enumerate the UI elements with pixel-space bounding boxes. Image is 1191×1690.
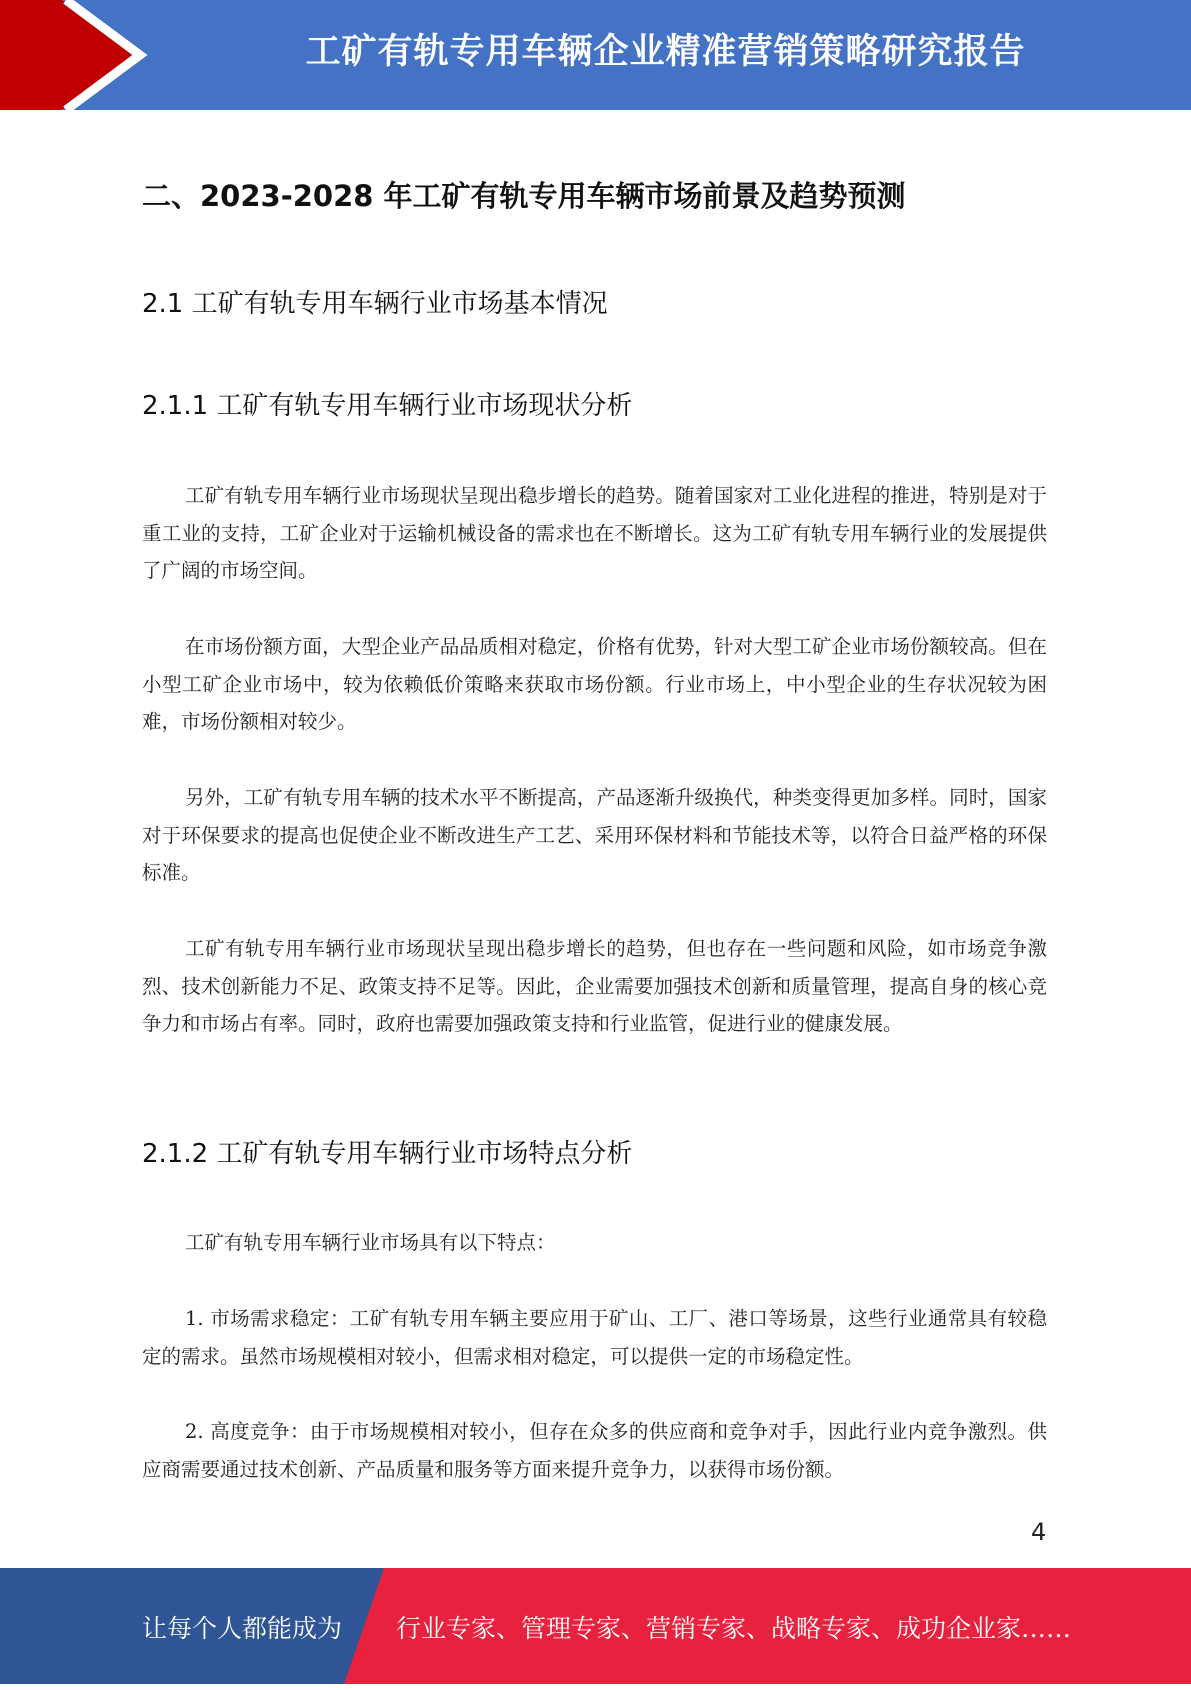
paragraph: 在市场份额方面，大型企业产品品质相对稳定，价格有优势，针对大型工矿企业市场份额较高。但在小型工矿企业市场中，较为依赖低价策略来获取市场份额。行业市场上，中小型企业的生存状况较为困难，市场份额相对较少。: [142, 635, 1047, 733]
subsection-heading-2-1-2: 2.1.2 工矿有轨专用车辆行业市场特点分析: [142, 1139, 633, 1169]
section-heading: 二、2023-2028 年工矿有轨专用车辆市场前景及趋势预测: [142, 179, 906, 213]
paragraph: 另外，工矿有轨专用车辆的技术水平不断提高，产品逐渐升级换代，种类变得更加多样。同时，国家对于环保要求的提高也促使企业不断改进生产工艺、采用环保材料和节能技术等，以符合日益严格的环保标准。: [142, 786, 1047, 884]
list-item-paragraph: 2. 高度竞争：由于市场规模相对较小，但存在众多的供应商和竞争对手，因此行业内竞争激烈。供应商需要通过技术创新、产品质量和服务等方面来提升竞争力，以获得市场份额。: [142, 1420, 1047, 1481]
footer-banner: [0, 1568, 1191, 1684]
subsection-heading-2-1: 2.1 工矿有轨专用车辆行业市场基本情况: [142, 289, 608, 319]
subsection-heading-2-1-1: 2.1.1 工矿有轨专用车辆行业市场现状分析: [142, 391, 633, 421]
paragraph: 工矿有轨专用车辆行业市场现状呈现出稳步增长的趋势，但也存在一些问题和风险，如市场竞争激烈、技术创新能力不足、政策支持不足等。因此，企业需要加强技术创新和质量管理，提高自身的核心竞争力和市场占有率。同时，政府也需要加强政策支持和行业监管，促进行业的健康发展。: [142, 937, 1047, 1035]
paragraph: 工矿有轨专用车辆行业市场现状呈现出稳步增长的趋势。随着国家对工业化进程的推进，特别是对于重工业的支持，工矿企业对于运输机械设备的需求也在不断增长。这为工矿有轨专用车辆行业的发展提供了广阔的市场空间。: [142, 484, 1047, 582]
list-item-paragraph: 1. 市场需求稳定：工矿有轨专用车辆主要应用于矿山、工厂、港口等场景，这些行业通常具有较稳定的需求。虽然市场规模相对较小，但需求相对稳定，可以提供一定的市场稳定性。: [142, 1307, 1047, 1368]
paragraph: 工矿有轨专用车辆行业市场具有以下特点：: [185, 1231, 556, 1254]
report-title: 工矿有轨专用车辆企业精准营销策略研究报告: [305, 32, 1026, 72]
header-banner: [0, 0, 1191, 110]
footer-slogan-right: 行业专家、管理专家、营销专家、战略专家、成功企业家……: [396, 1614, 1072, 1643]
footer-slogan-left: 让每个人都能成为: [142, 1614, 343, 1643]
page-number: 4: [1031, 1518, 1047, 1546]
